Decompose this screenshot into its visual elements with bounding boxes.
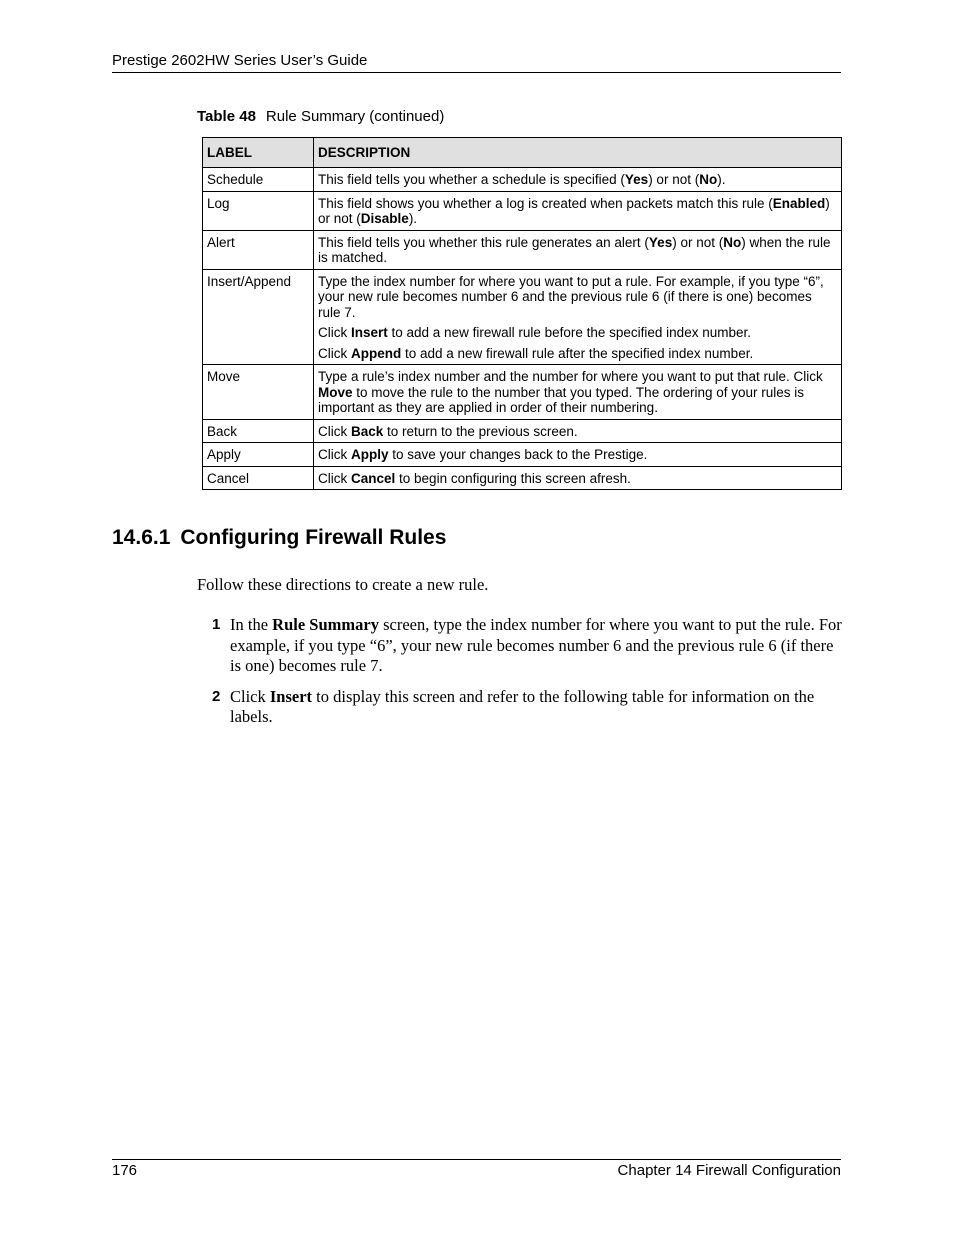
step-text (230, 687, 842, 728)
description-paragraph (318, 274, 837, 321)
step-number: 1 (212, 616, 221, 633)
step-number: 2 (212, 687, 221, 705)
column-header-description: DESCRIPTION (314, 138, 842, 168)
row-label: Log (203, 191, 314, 230)
description-paragraph (318, 471, 837, 487)
bold-term: Insert (269, 686, 313, 706)
table-row (203, 191, 842, 230)
bold-term: No (723, 234, 742, 250)
text-run: ). (717, 172, 726, 187)
bold-term: Append (351, 345, 402, 361)
description-paragraph (318, 235, 837, 266)
steps-list (212, 615, 842, 738)
bold-term: Cancel (351, 470, 396, 486)
text-run: Type a rule’s index number and the number for where you want to put that rule. Click (318, 369, 823, 384)
bold-term: Disable (360, 211, 409, 226)
section-number: 14.6.1 (112, 526, 171, 549)
description-paragraph (318, 325, 837, 341)
text-run: to add a new firewall rule before the specified index number. (387, 325, 751, 340)
text-run: Click (318, 325, 351, 340)
bold-term: Rule Summary (272, 615, 379, 634)
row-label: Move (203, 365, 314, 420)
running-header: Prestige 2602HW Series User’s Guide (112, 52, 368, 69)
text-run: ). (408, 211, 418, 226)
table-row (203, 419, 842, 443)
row-label: Apply (203, 443, 314, 467)
bold-term: No (699, 172, 718, 187)
footer-chapter: Chapter 14 Firewall Configuration (617, 1162, 841, 1179)
text-run: to begin configuring this screen afresh. (395, 470, 631, 486)
table-caption-text: Rule Summary (continued) (265, 108, 445, 125)
table-body (203, 168, 842, 490)
step-text (230, 615, 842, 677)
table-caption-label: Table 48 (197, 108, 256, 125)
footer-divider (112, 1159, 841, 1160)
row-label: Cancel (203, 466, 314, 490)
text-run: This field shows you whether a log is created when packets match this rule ( (318, 195, 773, 211)
table-header-row (203, 138, 842, 168)
row-description (314, 168, 842, 192)
text-run: screen, type the index number for where you want to put the rule. For example, if you type “6”, your new rule becomes number 6 and the previous rule 6 (if there is one) becomes rule 7. (230, 615, 842, 675)
bold-term: Yes (624, 172, 649, 187)
text-run: In the (230, 615, 273, 634)
row-description (314, 230, 842, 269)
text-run: Click (318, 447, 351, 462)
description-paragraph (318, 196, 837, 227)
text-run: Click (318, 345, 351, 361)
rule-summary-table (202, 137, 842, 490)
text-run: ) when the rule is matched. (318, 234, 831, 265)
step-item (212, 687, 842, 728)
text-run: ) or not ( (672, 234, 724, 250)
table-row (203, 269, 842, 365)
row-description (314, 443, 842, 467)
text-run: This field tells you whether this rule generates an alert ( (318, 234, 649, 250)
text-run: Click (318, 470, 351, 486)
description-paragraph (318, 346, 837, 362)
section-title: Configuring Firewall Rules (180, 526, 447, 549)
bold-term: Back (351, 423, 384, 439)
bold-term: Insert (351, 325, 388, 340)
bold-term: Yes (648, 234, 673, 250)
column-header-label: LABEL (203, 138, 314, 168)
table-row (203, 365, 842, 420)
page-number: 176 (112, 1162, 138, 1179)
table-row (203, 230, 842, 269)
text-run: to add a new firewall rule after the specified index number. (401, 345, 754, 361)
bold-term: Enabled (772, 195, 826, 211)
text-run: Click (230, 686, 270, 706)
description-paragraph (318, 369, 837, 416)
description-paragraph (318, 172, 837, 188)
text-run: to save your changes back to the Prestige. (388, 447, 648, 462)
header-divider (112, 72, 841, 73)
row-description (314, 191, 842, 230)
text-run: This field tells you whether a schedule is specified ( (318, 172, 625, 187)
table-row (203, 168, 842, 192)
text-run: ) or not ( (648, 172, 700, 187)
text-run: to display this screen and refer to the following table for information on the labels. (230, 686, 815, 726)
text-run: Type the index number for where you want to put a rule. For example, if you type “6”, your new rule becomes number 6 and the previous rule 6 (if there is one) becomes rule 7. (318, 273, 824, 320)
table-caption (197, 108, 444, 125)
text-run: to return to the previous screen. (383, 423, 578, 439)
row-description (314, 269, 842, 365)
intro-paragraph: Follow these directions to create a new rule. (197, 575, 489, 594)
row-label: Alert (203, 230, 314, 269)
table-row (203, 443, 842, 467)
bold-term: Apply (351, 447, 389, 462)
table-row (203, 466, 842, 490)
section-heading (112, 526, 446, 550)
row-description (314, 365, 842, 420)
row-label: Back (203, 419, 314, 443)
text-run: ) or not ( (318, 195, 830, 226)
description-paragraph (318, 424, 837, 440)
row-description (314, 419, 842, 443)
row-description (314, 466, 842, 490)
description-paragraph (318, 447, 837, 463)
step-item (212, 615, 842, 677)
row-label: Insert/Append (203, 269, 314, 365)
row-label: Schedule (203, 168, 314, 192)
bold-term: Move (318, 384, 353, 400)
text-run: Click (318, 423, 351, 439)
text-run: to move the rule to the number that you typed. The ordering of your rules is important as they are applied in order of their numbering. (318, 384, 805, 415)
